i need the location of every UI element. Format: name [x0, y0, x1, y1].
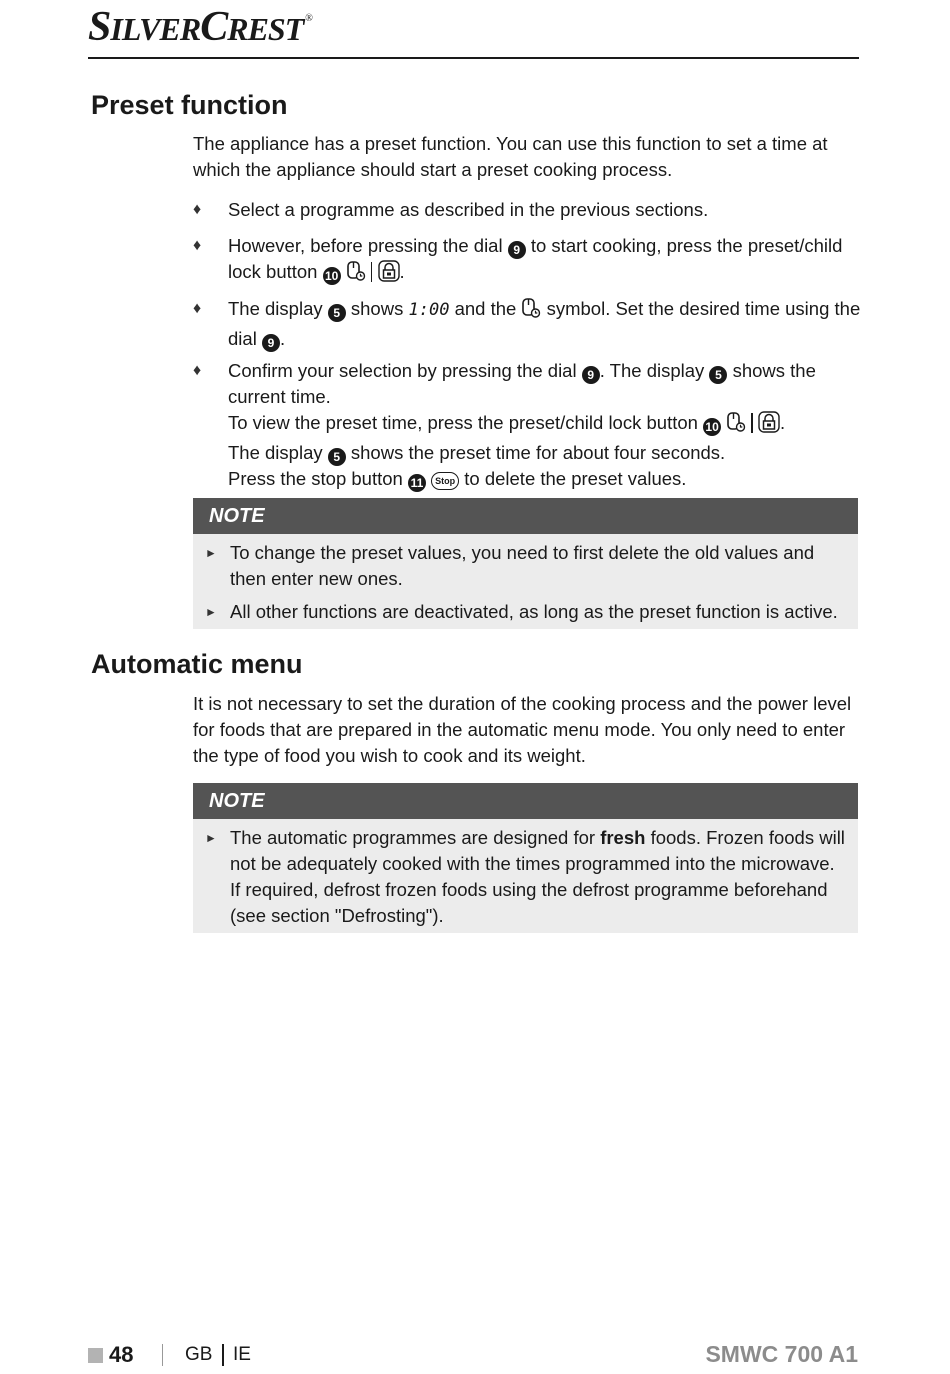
page-number: 48: [109, 1342, 134, 1367]
preset-clock-icon: [346, 260, 366, 289]
footer-square-icon: [88, 1348, 103, 1363]
ref-display: 5: [328, 304, 346, 322]
preset-clock-icon: [521, 297, 541, 326]
bullet-diamond-icon: ♦: [193, 201, 202, 218]
bullet-diamond-icon: ♦: [193, 237, 202, 254]
ref-dial: 9: [582, 366, 600, 384]
ref-stop-button: 11: [408, 474, 426, 492]
note-label: NOTE: [193, 498, 858, 534]
ref-preset-button: 10: [323, 267, 341, 285]
page-footer: [0, 1340, 950, 1370]
note-arrow-icon: ►: [205, 831, 217, 845]
ref-display: 5: [709, 366, 727, 384]
section-title-preset: Preset function: [91, 90, 288, 120]
note-box-automatic: [193, 783, 858, 933]
stop-button-icon: Stop: [431, 472, 459, 490]
ref-dial: 9: [262, 334, 280, 352]
preset-clock-icon: [726, 411, 746, 440]
ref-dial: 9: [508, 241, 526, 259]
ref-preset-button: 10: [703, 418, 721, 436]
display-readout: 1:00: [408, 300, 450, 320]
bullet-diamond-icon: ♦: [193, 300, 202, 317]
note-arrow-icon: ►: [205, 605, 217, 619]
note-box-preset: [193, 498, 858, 629]
language-code: IE: [233, 1344, 251, 1365]
automatic-intro: It is not necessary to set the duration of the cooking process and the power level for foods that are prepared in the automatic menu mode. You only need to enter the type of food you wish to cook and its weight.: [193, 693, 852, 766]
model-number: SMWC 700 A1: [705, 1341, 858, 1367]
language-code: GB: [185, 1344, 213, 1365]
child-lock-icon: [378, 260, 400, 289]
preset-intro: The appliance has a preset function. You can use this function to set a time at which the appliance should start a preset cooking process.: [193, 133, 828, 180]
footer-divider: [162, 1344, 163, 1366]
bullet-diamond-icon: ♦: [193, 362, 202, 379]
section-title-automatic: Automatic menu: [91, 649, 303, 679]
brand-logo: SILVERCREST ®: [88, 4, 312, 50]
header-rule: [88, 57, 859, 59]
footer-divider: [222, 1344, 224, 1366]
note-item: ► All other functions are deactivated, as long as the preset function is active.: [193, 599, 858, 625]
note-item: ► The automatic programmes are designed for fresh foods. Frozen foods will not be adequately cooked with the times programmed into the microwave. If required, defrost frozen foods using the defrost programme beforehand (see section "Defrosting").: [205, 827, 845, 926]
note-item: ► To change the preset values, you need to first delete the old values and then enter new ones.: [205, 542, 815, 589]
note-label: NOTE: [193, 783, 858, 819]
note-arrow-icon: ►: [205, 546, 217, 560]
ref-display: 5: [328, 448, 346, 466]
child-lock-icon: [758, 411, 780, 440]
